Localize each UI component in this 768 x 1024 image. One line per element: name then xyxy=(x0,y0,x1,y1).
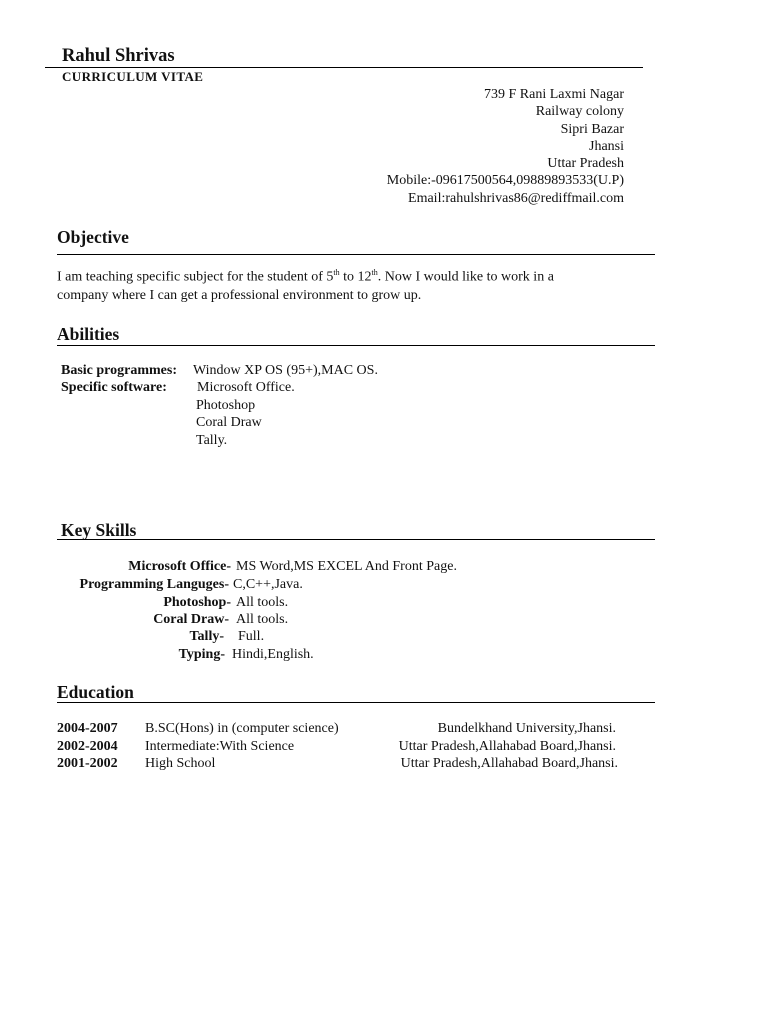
skill-label: Microsoft Office- xyxy=(128,559,231,574)
skill-value: All tools. xyxy=(236,595,289,610)
skill-value: C,C++,Java. xyxy=(233,577,303,592)
objective-text: to 12 xyxy=(339,269,372,285)
education-course: B.SC(Hons) in (computer science) xyxy=(145,721,339,736)
mobile-line: Mobile:-09617500564,09889893533(U.P) xyxy=(386,173,624,189)
superscript: th xyxy=(333,268,340,277)
contact-address-block xyxy=(387,86,624,207)
skill-value: All tools. xyxy=(236,612,289,627)
document-subtitle: CURRICULUM VITAE xyxy=(62,69,204,84)
objective-heading: Objective xyxy=(57,227,129,247)
skill-label: Programming Languges- xyxy=(79,577,229,592)
specific-software-label: Specific software: xyxy=(61,380,167,395)
abilities-heading: Abilities xyxy=(57,324,120,344)
skill-value: MS Word,MS EXCEL And Front Page. xyxy=(236,559,457,574)
basic-programmes-label: Basic programmes: xyxy=(61,363,177,378)
education-years: 2001-2002 xyxy=(57,756,118,771)
key-skills-heading: Key Skills xyxy=(61,520,137,540)
education-institution: Uttar Pradesh,Allahabad Board,Jhansi. xyxy=(398,739,616,754)
skill-value: Full. xyxy=(238,629,265,644)
skill-label: Photoshop- xyxy=(163,595,231,610)
software-item: Photoshop xyxy=(196,398,256,413)
education-institution: Uttar Pradesh,Allahabad Board,Jhansi. xyxy=(400,756,618,771)
basic-programmes-value: Window XP OS (95+),MAC OS. xyxy=(193,363,378,378)
skill-label: Coral Draw- xyxy=(153,612,229,627)
objective-paragraph xyxy=(57,264,657,305)
address-line: Uttar Pradesh xyxy=(547,156,624,172)
address-line: Railway colony xyxy=(535,104,624,120)
education-course: Intermediate:With Science xyxy=(145,739,295,754)
skill-label: Typing- xyxy=(178,647,225,662)
objective-rule xyxy=(57,254,655,255)
software-item: Microsoft Office. xyxy=(197,380,295,395)
objective-text: company where I can get a professional environment to grow up. xyxy=(57,287,422,303)
education-rule xyxy=(57,702,655,703)
address-line: Jhansi xyxy=(589,138,624,154)
education-institution: Bundelkhand University,Jhansi. xyxy=(437,721,616,736)
education-years: 2004-2007 xyxy=(57,721,118,736)
education-years: 2002-2004 xyxy=(57,739,118,754)
key-skills-rule xyxy=(57,539,655,540)
abilities-rule xyxy=(57,345,655,346)
header-rule xyxy=(45,67,643,68)
education-heading: Education xyxy=(57,682,134,702)
education-course: High School xyxy=(145,756,216,771)
software-item: Tally. xyxy=(196,433,228,448)
candidate-name: Rahul Shrivas xyxy=(62,46,175,66)
objective-text: I am teaching specific subject for the student of 5 xyxy=(57,269,334,285)
software-item: Coral Draw xyxy=(196,415,262,430)
objective-text: . Now I would like to work in a xyxy=(377,269,554,285)
skill-label: Tally- xyxy=(189,629,224,644)
address-line: 739 F Rani Laxmi Nagar xyxy=(484,87,624,102)
email-line: Email:rahulshrivas86@rediffmail.com xyxy=(408,190,624,206)
address-line: Sipri Bazar xyxy=(560,121,624,137)
skill-value: Hindi,English. xyxy=(232,647,314,662)
superscript: th xyxy=(371,268,378,277)
